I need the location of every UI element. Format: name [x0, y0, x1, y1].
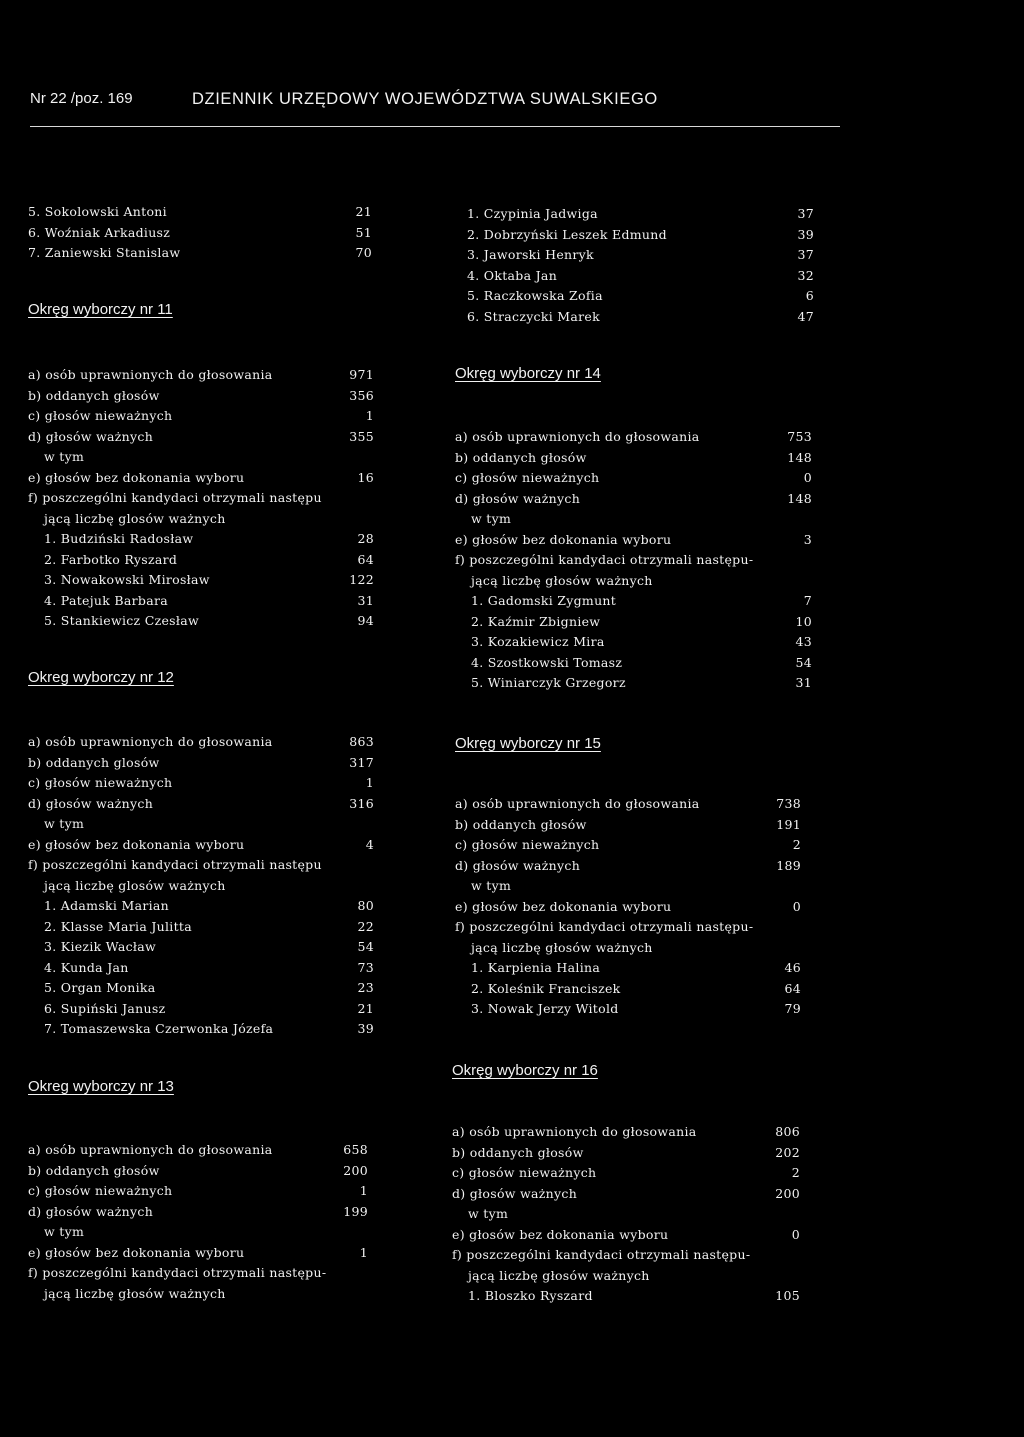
row-value: 199 — [343, 1203, 368, 1219]
row-value: 64 — [784, 980, 801, 996]
row-label: 1. Budziński Radosław — [44, 531, 194, 546]
okreg-16-heading: Okręg wyborczy nr 16 — [452, 1062, 598, 1079]
tally-row — [467, 204, 827, 225]
tally-row — [28, 1243, 388, 1264]
row-value: 21 — [357, 1000, 374, 1016]
tally-row — [455, 530, 825, 551]
tally-row — [455, 835, 825, 856]
row-label: f) poszczególni kandydaci otrzymali następu- — [455, 552, 754, 567]
row-value: 0 — [803, 470, 812, 485]
row-label: 6. Supiński Janusz — [44, 1000, 166, 1016]
tally-row — [28, 447, 388, 468]
row-label: w tym — [44, 816, 85, 831]
row-value: 753 — [787, 429, 812, 444]
row-value: 202 — [775, 1144, 800, 1160]
row-value: 80 — [357, 898, 374, 913]
okreg-12-heading: Okreg wyborczy nr 12 — [28, 669, 174, 686]
row-label: 4. Oktaba Jan — [467, 267, 558, 283]
tally-row — [28, 732, 388, 753]
row-label: w tym — [471, 878, 512, 893]
tally-row — [28, 365, 388, 386]
block-right-prev — [467, 204, 827, 327]
row-label: f) poszczególni kandydaci otrzymali następu- — [452, 1247, 751, 1262]
row-value: 189 — [776, 857, 801, 873]
okreg-13-heading: Okreg wyborczy nr 13 — [28, 1078, 174, 1095]
row-label: a) osób uprawnionych do głosowania — [455, 796, 700, 811]
row-label: b) oddanych głosów — [28, 1162, 160, 1178]
tally-row — [455, 509, 825, 530]
tally-row — [452, 1143, 822, 1164]
row-label: 1. Gadomski Zygmunt — [471, 593, 617, 608]
row-value: 39 — [797, 226, 814, 242]
row-label: d) głosów ważnych — [28, 1203, 154, 1219]
row-label: 3. Nowak Jerzy Witold — [471, 1001, 619, 1016]
row-value: 51 — [355, 224, 372, 240]
tally-row — [455, 591, 825, 612]
row-label: a) osób uprawnionych do głosowania — [452, 1124, 697, 1139]
row-label: jącą liczbę głosów ważnych — [44, 1285, 226, 1301]
tally-row — [28, 999, 388, 1020]
tally-row — [28, 1202, 388, 1223]
row-value: 355 — [349, 428, 374, 444]
tally-row — [28, 1181, 388, 1202]
row-value: 31 — [795, 675, 812, 690]
okreg-11-heading: Okręg wyborczy nr 11 — [28, 301, 173, 318]
row-label: e) głosów bez dokonania wyboru — [455, 531, 672, 547]
row-label: e) głosów bez dokonania wyboru — [28, 469, 245, 485]
tally-row — [452, 1266, 822, 1287]
row-label: b) oddanych głosów — [455, 449, 587, 465]
row-label: 2. Dobrzyński Leszek Edmund — [467, 226, 667, 242]
row-label: f) poszczególni kandydaci otrzymali następu- — [28, 1265, 327, 1280]
row-label: f) poszczególni kandydaci otrzymali następu- — [455, 919, 754, 934]
tally-row — [28, 611, 388, 632]
tally-row — [455, 856, 825, 877]
row-value: 28 — [357, 531, 374, 546]
tally-row — [28, 814, 388, 835]
row-value: 2 — [792, 837, 801, 852]
row-value: 738 — [776, 796, 801, 811]
row-label: a) osób uprawnionych do głosowania — [28, 734, 273, 749]
row-label: 5. Organ Monika — [44, 980, 156, 995]
row-label: a) osób uprawnionych do głosowania — [28, 1142, 273, 1157]
tally-row — [455, 938, 825, 959]
tally-row — [452, 1122, 822, 1143]
row-label: 2. Farbotko Ryszard — [44, 551, 178, 567]
tally-row — [28, 978, 388, 999]
row-label: f) poszczególni kandydaci otrzymali następu — [28, 857, 322, 872]
row-label: 1. Czypinia Jadwiga — [467, 206, 598, 221]
tally-row — [467, 286, 827, 307]
row-label: c) głosów nieważnych — [28, 775, 173, 790]
row-value: 317 — [349, 754, 374, 770]
row-value: 79 — [784, 1001, 801, 1016]
block-left-prev — [28, 202, 388, 264]
row-value: 316 — [349, 795, 374, 811]
row-value: 94 — [357, 613, 374, 628]
row-value: 105 — [775, 1288, 800, 1303]
row-value: 7 — [803, 593, 812, 608]
tally-row — [28, 570, 388, 591]
row-label: b) oddanych glosów — [28, 754, 160, 770]
block-okreg-11 — [28, 365, 388, 632]
tally-row — [452, 1204, 822, 1225]
row-value: 1 — [365, 775, 374, 790]
tally-row — [455, 999, 825, 1020]
row-value: 54 — [795, 654, 812, 670]
tally-row — [455, 673, 825, 694]
row-value: 0 — [791, 1226, 800, 1242]
row-value: 1 — [359, 1183, 368, 1198]
row-label: 7. Tomaszewska Czerwonka Józefa — [44, 1021, 274, 1036]
row-label: 6. Straczycki Marek — [467, 308, 601, 324]
row-value: 21 — [355, 204, 372, 219]
row-label: 4. Szostkowski Tomasz — [471, 654, 623, 670]
row-label: c) głosów nieważnych — [28, 1183, 173, 1198]
row-label: 3. Kozakiewicz Mira — [471, 634, 605, 649]
tally-row — [467, 307, 827, 328]
tally-row — [455, 815, 825, 836]
row-label: c) głosów nieważnych — [455, 470, 600, 485]
tally-row — [455, 897, 825, 918]
row-value: 73 — [357, 959, 374, 975]
row-value: 1 — [359, 1244, 368, 1260]
row-label: 1. Adamski Marian — [44, 898, 170, 913]
row-value: 64 — [357, 551, 374, 567]
tally-row — [28, 509, 388, 530]
tally-row — [455, 653, 825, 674]
okreg-15-heading: Okręg wyborczy nr 15 — [455, 735, 601, 752]
tally-row — [28, 958, 388, 979]
row-label: e) głosów bez dokonania wyboru — [28, 1244, 245, 1260]
tally-row — [467, 245, 827, 266]
row-label: c) głosów nieważnych — [452, 1165, 597, 1180]
row-label: w tym — [44, 1224, 85, 1239]
tally-row — [28, 243, 388, 264]
tally-row — [28, 917, 388, 938]
tally-row — [28, 427, 388, 448]
row-label: jącą liczbę głosów ważnych — [468, 1267, 650, 1283]
tally-row — [455, 550, 825, 571]
block-okreg-13 — [28, 1140, 388, 1304]
row-label: 6. Woźniak Arkadiusz — [28, 224, 171, 240]
tally-row — [455, 468, 825, 489]
row-value: 200 — [343, 1162, 368, 1178]
row-label: 2. Klasse Maria Julitta — [44, 918, 192, 934]
tally-row — [28, 753, 388, 774]
row-value: 191 — [776, 816, 801, 832]
row-value: 0 — [792, 898, 801, 914]
tally-row — [452, 1286, 822, 1307]
tally-row — [28, 591, 388, 612]
row-value: 10 — [795, 613, 812, 629]
row-value: 2 — [791, 1165, 800, 1180]
tally-row — [455, 612, 825, 633]
tally-row — [28, 855, 388, 876]
tally-row — [28, 1284, 388, 1305]
tally-row — [28, 773, 388, 794]
row-label: 5. Raczkowska Zofia — [467, 288, 603, 303]
row-label: b) oddanych głosów — [455, 816, 587, 832]
row-label: d) głosów ważnych — [455, 490, 581, 506]
tally-row — [455, 958, 825, 979]
block-okreg-15 — [455, 794, 825, 1020]
row-label: 2. Koleśnik Franciszek — [471, 980, 621, 996]
row-label: 1. Bloszko Ryszard — [468, 1288, 593, 1303]
row-value: 4 — [365, 836, 374, 852]
tally-row — [28, 1161, 388, 1182]
journal-title: DZIENNIK URZĘDOWY WOJEWÓDZTWA SUWALSKIEGO — [192, 90, 658, 108]
tally-row — [455, 489, 825, 510]
tally-row — [28, 406, 388, 427]
row-label: jącą liczbę głosów ważnych — [471, 572, 653, 588]
row-label: 5. Winiarczyk Grzegorz — [471, 675, 626, 690]
row-label: a) osób uprawnionych do głosowania — [28, 367, 273, 382]
row-label: b) oddanych głosów — [28, 387, 160, 403]
row-value: 31 — [357, 592, 374, 608]
tally-row — [455, 876, 825, 897]
row-value: 863 — [349, 734, 374, 749]
row-value: 356 — [349, 387, 374, 403]
tally-row — [28, 1019, 388, 1040]
tally-row — [28, 529, 388, 550]
row-value: 806 — [775, 1124, 800, 1139]
row-label: a) osób uprawnionych do głosowania — [455, 429, 700, 444]
row-value: 37 — [797, 247, 814, 262]
row-value: 46 — [784, 960, 801, 975]
tally-row — [452, 1163, 822, 1184]
row-value: 3 — [803, 531, 812, 547]
tally-row — [455, 427, 825, 448]
okreg-14-heading: Okręg wyborczy nr 14 — [455, 365, 601, 382]
tally-row — [455, 917, 825, 938]
row-value: 6 — [805, 288, 814, 303]
block-okreg-12 — [28, 732, 388, 1040]
row-value: 37 — [797, 206, 814, 221]
row-value: 971 — [349, 367, 374, 382]
tally-row — [28, 550, 388, 571]
row-label: f) poszczególni kandydaci otrzymali następu — [28, 490, 322, 505]
tally-row — [28, 937, 388, 958]
page-reference: Nr 22 /poz. 169 — [30, 90, 133, 107]
row-value: 23 — [357, 980, 374, 995]
row-value: 1 — [365, 408, 374, 423]
row-value: 70 — [355, 245, 372, 260]
tally-row — [28, 1263, 388, 1284]
tally-row — [28, 202, 388, 223]
row-label: e) głosów bez dokonania wyboru — [28, 836, 245, 852]
row-label: 7. Zaniewski Stanislaw — [28, 245, 181, 260]
row-value: 22 — [357, 918, 374, 934]
tally-row — [28, 223, 388, 244]
tally-row — [455, 632, 825, 653]
tally-row — [455, 571, 825, 592]
row-label: 1. Karpienia Halina — [471, 960, 601, 975]
row-label: jącą liczbę głosów ważnych — [471, 939, 653, 955]
tally-row — [452, 1245, 822, 1266]
tally-row — [455, 979, 825, 1000]
tally-row — [28, 794, 388, 815]
row-label: d) głosów ważnych — [28, 795, 154, 811]
row-value: 658 — [343, 1142, 368, 1157]
row-label: w tym — [468, 1206, 509, 1221]
row-label: 2. Kaźmir Zbigniew — [471, 613, 601, 629]
row-value: 39 — [357, 1021, 374, 1036]
row-label: w tym — [471, 511, 512, 526]
tally-row — [28, 1140, 388, 1161]
row-label: jącą liczbę glosów ważnych — [44, 510, 226, 526]
row-value: 16 — [357, 469, 374, 485]
block-okreg-14 — [455, 427, 825, 694]
tally-row — [28, 896, 388, 917]
row-value: 54 — [357, 939, 374, 954]
row-label: d) głosów ważnych — [28, 428, 154, 444]
row-label: c) głosów nieważnych — [28, 408, 173, 423]
tally-row — [28, 835, 388, 856]
row-label: 3. Kiezik Wacław — [44, 939, 156, 954]
row-label: b) oddanych głosów — [452, 1144, 584, 1160]
row-label: 4. Patejuk Barbara — [44, 592, 168, 608]
tally-row — [28, 488, 388, 509]
row-label: jącą liczbę glosów ważnych — [44, 877, 226, 893]
tally-row — [467, 225, 827, 246]
row-value: 148 — [787, 490, 812, 506]
tally-row — [452, 1225, 822, 1246]
row-value: 148 — [787, 449, 812, 465]
row-label: c) głosów nieważnych — [455, 837, 600, 852]
row-value: 200 — [775, 1185, 800, 1201]
tally-row — [28, 876, 388, 897]
row-value: 43 — [795, 634, 812, 649]
row-label: 4. Kunda Jan — [44, 959, 129, 975]
row-label: d) głosów ważnych — [452, 1185, 578, 1201]
tally-row — [455, 794, 825, 815]
row-label: 3. Jaworski Henryk — [467, 247, 594, 262]
block-okreg-16 — [452, 1122, 822, 1307]
row-label: w tym — [44, 449, 85, 464]
row-value: 122 — [349, 572, 374, 587]
row-value: 32 — [797, 267, 814, 283]
tally-row — [28, 1222, 388, 1243]
tally-row — [455, 448, 825, 469]
row-label: 5. Sokolowski Antoni — [28, 204, 167, 219]
row-label: 3. Nowakowski Mirosław — [44, 572, 210, 587]
tally-row — [28, 468, 388, 489]
tally-row — [467, 266, 827, 287]
row-label: 5. Stankiewicz Czesław — [44, 613, 199, 628]
header-rule — [30, 126, 840, 127]
tally-row — [28, 386, 388, 407]
row-value: 47 — [797, 308, 814, 324]
tally-row — [452, 1184, 822, 1205]
row-label: e) głosów bez dokonania wyboru — [452, 1226, 669, 1242]
row-label: d) głosów ważnych — [455, 857, 581, 873]
row-label: e) głosów bez dokonania wyboru — [455, 898, 672, 914]
